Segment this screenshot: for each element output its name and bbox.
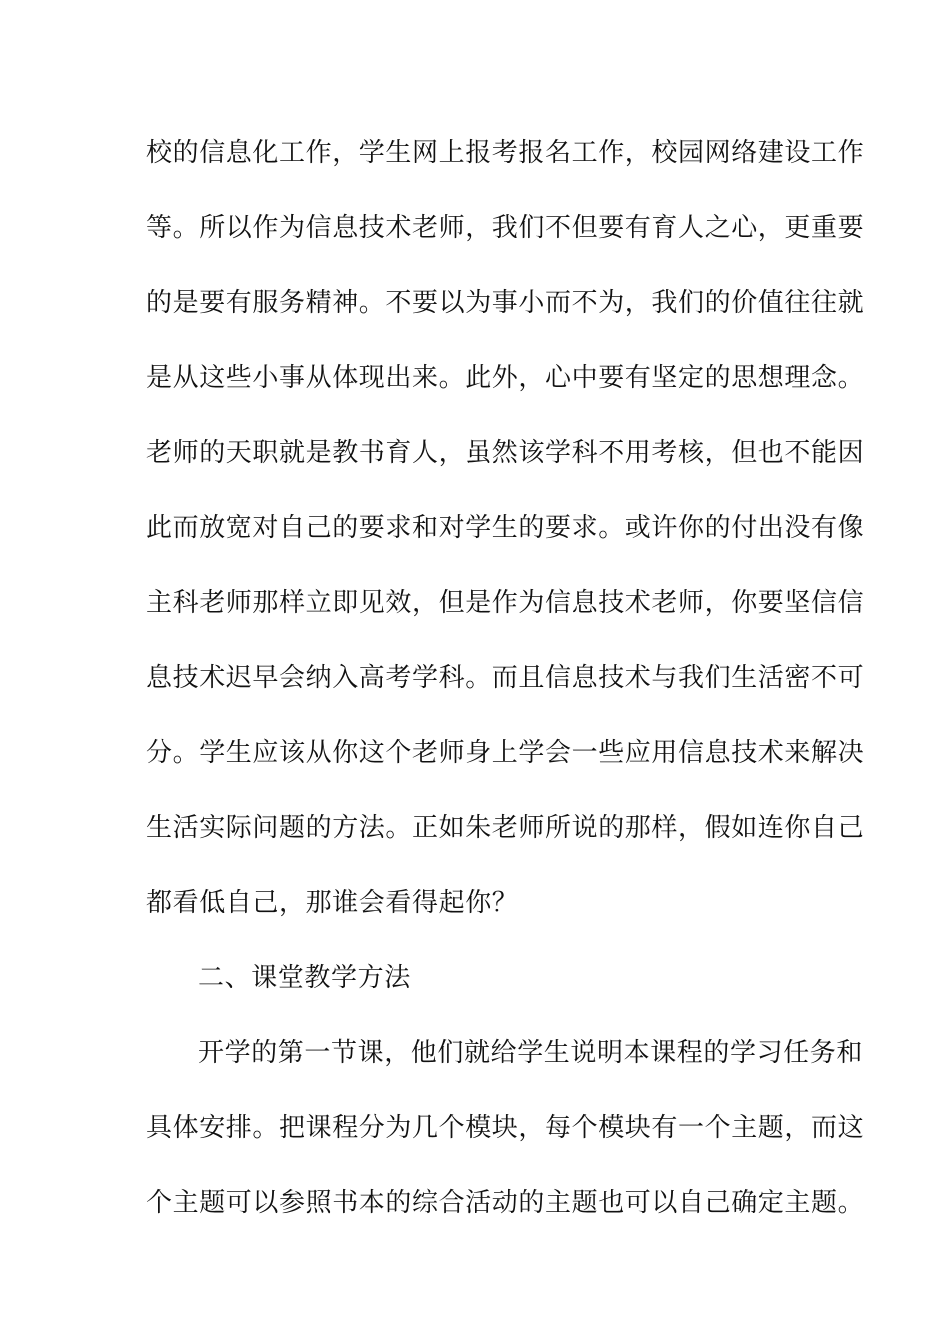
paragraph-line: 分。学生应该从你这个老师身上学会一些应用信息技术来解决 xyxy=(146,738,865,768)
paragraph-line: 都看低自己，那谁会看得起你？ xyxy=(146,888,519,918)
paragraph-line: 是从这些小事从体现出来。此外，心中要有坚定的思想理念。 xyxy=(146,363,865,393)
paragraph-line: 此而放宽对自己的要求和对学生的要求。或许你的付出没有像 xyxy=(146,513,865,543)
document-body xyxy=(146,131,865,1256)
paragraph-line: 等。所以作为信息技术老师，我们不但要有育人之心，更重要 xyxy=(146,213,865,243)
paragraph-line: 的是要有服务精神。不要以为事小而不为，我们的价值往往就 xyxy=(146,288,865,318)
paragraph-line: 老师的天职就是教书育人，虽然该学科不用考核，但也不能因 xyxy=(146,438,865,468)
paragraph-line: 主科老师那样立即见效，但是作为信息技术老师，你要坚信信 xyxy=(146,588,865,618)
paragraph-line: 息技术迟早会纳入高考学科。而且信息技术与我们生活密不可 xyxy=(146,663,865,693)
paragraph-line: 具体安排。把课程分为几个模块，每个模块有一个主题，而这 xyxy=(146,1113,865,1143)
section-heading: 二、课堂教学方法 xyxy=(198,963,411,993)
paragraph-line: 开学的第一节课，他们就给学生说明本课程的学习任务和 xyxy=(198,1038,864,1068)
paragraph-line: 个主题可以参照书本的综合活动的主题也可以自己确定主题。 xyxy=(146,1188,865,1218)
paragraph-line: 校的信息化工作，学生网上报考报名工作，校园网络建设工作 xyxy=(146,138,865,168)
paragraph-line: 生活实际问题的方法。正如朱老师所说的那样，假如连你自己 xyxy=(146,813,865,843)
